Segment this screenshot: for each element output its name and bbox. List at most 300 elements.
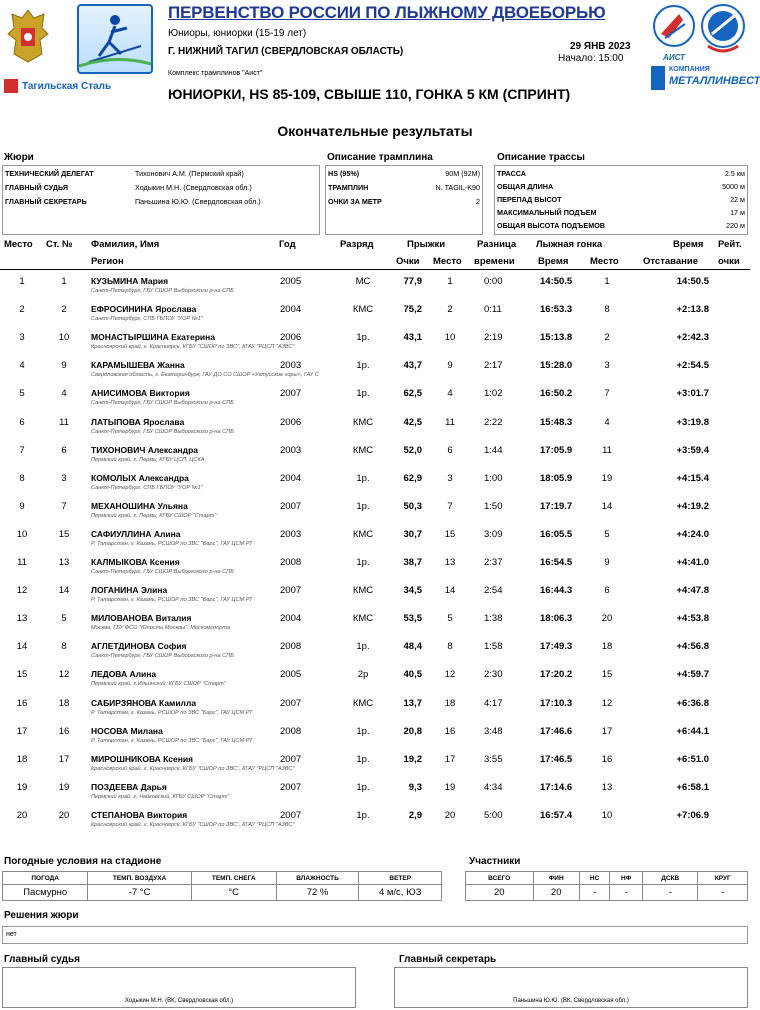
weather-value: 72 % xyxy=(276,885,359,901)
result-total: +4:47.8 xyxy=(676,585,709,597)
col-ski-place: Место xyxy=(590,256,619,267)
result-year: 2008 xyxy=(280,725,302,737)
participants-value: - xyxy=(698,885,748,901)
participants-value: - xyxy=(643,885,698,901)
result-rank: КМС xyxy=(352,585,374,597)
result-total: +2:42.3 xyxy=(676,332,709,344)
result-team: Санкт-Петербург, ГБУ СШОР Выборгского р-на СПБ xyxy=(91,569,234,575)
result-time: 17:05.9 xyxy=(540,444,573,456)
result-splace: 11 xyxy=(602,444,612,456)
result-time: 15:48.3 xyxy=(540,416,573,428)
result-team: Р. Татарстан, г. Казань, РСШОР по ЗВС "Барс", ГАУ ЦСМ РТ xyxy=(91,737,253,744)
result-total: +4:19.2 xyxy=(676,500,709,512)
result-place: 15 xyxy=(16,669,28,681)
result-name: ЕФРОСИНИНА Ярослава xyxy=(91,304,197,315)
result-rank: 1р. xyxy=(356,557,370,568)
participants-table xyxy=(465,871,748,901)
result-points: 43,1 xyxy=(403,332,422,344)
result-place: 8 xyxy=(19,472,25,484)
result-rank: КМС xyxy=(352,528,374,540)
result-team: Красноярский край, г. Красноярск, КГБУ "СШОР по ЗВС", КГАУ "РЦСП "АЗВС" xyxy=(91,344,295,351)
result-bib: 1 xyxy=(61,276,67,287)
weather-value: 4 м/с, ЮЗ xyxy=(359,885,442,901)
participants-value: 20 xyxy=(466,885,534,901)
result-year: 2007 xyxy=(280,388,302,400)
hill-label: HS (95%) xyxy=(328,169,360,178)
result-rank: КМС xyxy=(352,613,374,625)
result-jplace: 5 xyxy=(447,613,453,625)
result-year: 2004 xyxy=(280,472,302,484)
decisions-text: нет xyxy=(6,931,17,938)
event-date: 29 ЯНВ 2023 xyxy=(570,41,631,52)
jury-label: ГЛАВНЫЙ СЕКРЕТАРЬ xyxy=(5,197,87,206)
result-team: Р. Татарстан, г. Казань, РСШОР по ЗВС "Барс", ГАУ ЦСМ РТ xyxy=(91,709,253,716)
result-team: Красноярский край, г. Красноярск, КГБУ "СШОР по ЗВС", КГАУ "РЦСП "АЗВС" xyxy=(91,821,295,828)
participants-value: - xyxy=(579,885,609,901)
col-jump-place: Место xyxy=(433,256,462,267)
result-points: 62,9 xyxy=(403,472,422,484)
result-total: 14:50.5 xyxy=(676,276,709,287)
result-place: 3 xyxy=(19,332,25,344)
metallinvest-logo: КОМПАНИЯ МЕТАЛЛИНВЕСТ xyxy=(651,64,747,94)
result-jplace: 19 xyxy=(444,781,456,793)
weather-heading: Погодные условия на стадионе xyxy=(4,856,162,867)
result-bib: 2 xyxy=(61,304,67,316)
event-category: Юниоры, юниорки (15-19 лет) xyxy=(168,28,307,39)
course-heading: Описание трассы xyxy=(497,152,585,163)
result-place: 6 xyxy=(19,416,25,428)
result-points: 9,3 xyxy=(408,781,422,793)
result-points: 20,8 xyxy=(403,725,422,737)
result-rank: 1р. xyxy=(356,781,370,793)
result-year: 2004 xyxy=(280,613,302,625)
result-rank: 1р. xyxy=(356,500,370,512)
results-header xyxy=(0,236,750,270)
course-value: 17 м xyxy=(730,208,745,217)
result-jplace: 3 xyxy=(447,472,453,484)
hill-value: 2 xyxy=(476,197,480,206)
result-year: 2004 xyxy=(280,304,302,316)
result-rank: 1р. xyxy=(356,753,370,765)
jury-value: Ходыкин М.Н. (Свердловская обл.) xyxy=(135,183,252,192)
hill-heading: Описание трамплина xyxy=(327,152,433,163)
col-points: Очки xyxy=(396,256,420,267)
result-points: 75,2 xyxy=(403,304,422,316)
result-bib: 11 xyxy=(59,416,69,428)
result-jplace: 2 xyxy=(447,304,453,316)
result-points: 52,0 xyxy=(403,444,422,456)
result-name: КОМОЛЫХ Александра xyxy=(91,472,189,483)
participants-col: НС xyxy=(579,872,609,885)
result-jplace: 13 xyxy=(444,557,456,568)
result-jplace: 9 xyxy=(447,360,453,372)
result-bib: 5 xyxy=(61,613,67,625)
result-diff: 4:17 xyxy=(484,697,503,709)
result-team: Красноярский край, г. Красноярск, КГБУ "СШОР по ЗВС", КГАУ "РЦСП "АЗВС" xyxy=(91,765,295,772)
result-name: КАЛМЫКОВА Ксения xyxy=(91,557,180,567)
result-jplace: 10 xyxy=(444,332,456,344)
result-diff: 4:34 xyxy=(484,781,503,793)
table-row xyxy=(0,385,750,413)
col-rank: Разряд xyxy=(340,239,374,250)
col-total: Время xyxy=(673,239,704,250)
result-total: +4:41.0 xyxy=(676,557,709,568)
result-place: 11 xyxy=(17,557,27,568)
result-bib: 13 xyxy=(58,557,70,568)
result-splace: 1 xyxy=(604,276,610,287)
course-value: 220 м xyxy=(726,221,745,230)
result-place: 7 xyxy=(19,444,25,456)
result-points: 77,9 xyxy=(403,276,422,287)
result-name: МИРОШНИКОВА Ксения xyxy=(91,753,194,764)
result-time: 17:49.3 xyxy=(540,641,573,653)
participants-value: 20 xyxy=(533,885,579,901)
result-diff: 1:44 xyxy=(484,444,503,456)
event-start-time: Начало: 15:00 xyxy=(558,53,624,64)
result-place: 14 xyxy=(16,641,28,653)
result-diff: 3:55 xyxy=(484,753,503,765)
result-splace: 18 xyxy=(601,641,613,653)
result-points: 43,7 xyxy=(403,360,422,372)
result-rank: КМС xyxy=(352,304,374,316)
secretary-label: Главный секретарь xyxy=(399,954,497,965)
result-splace: 15 xyxy=(601,669,613,681)
result-diff: 2:30 xyxy=(484,669,503,681)
result-year: 2008 xyxy=(280,641,302,653)
course-label: ОБЩАЯ ВЫСОТА ПОДЪЕМОВ xyxy=(497,221,605,230)
result-bib: 4 xyxy=(61,388,67,400)
weather-col: ТЕМП. ВОЗДУХА xyxy=(88,872,191,885)
hill-label: ОЧКИ ЗА МЕТР xyxy=(328,197,382,206)
jury-value: Паньшина Ю.Ю. (Свердловская обл.) xyxy=(135,197,261,206)
course-label: ОБЩАЯ ДЛИНА xyxy=(497,182,554,191)
result-year: 2007 xyxy=(280,697,302,709)
table-row xyxy=(0,723,750,751)
result-diff: 3:09 xyxy=(484,528,503,540)
result-place: 13 xyxy=(16,613,28,625)
weather-table xyxy=(2,871,442,901)
result-rank: 1р. xyxy=(356,360,370,372)
result-team: Санкт-Петербург, СПБ ГБПОУ "УОР №1" xyxy=(91,484,203,491)
participants-col: НФ xyxy=(610,872,643,885)
result-total: +3:01.7 xyxy=(676,388,709,400)
result-splace: 2 xyxy=(604,332,610,344)
result-place: 5 xyxy=(19,388,25,400)
result-bib: 10 xyxy=(58,332,70,344)
col-behind: Отставание xyxy=(643,256,698,267)
result-points: 50,3 xyxy=(403,500,422,512)
jury-label: ГЛАВНЫЙ СУДЬЯ xyxy=(5,183,69,192)
result-points: 34,5 xyxy=(403,585,422,597)
result-place: 18 xyxy=(16,753,28,765)
result-name: НОСОВА Милана xyxy=(91,725,163,736)
table-row xyxy=(0,582,750,610)
result-splace: 5 xyxy=(604,528,610,540)
result-points: 2,9 xyxy=(408,809,422,821)
result-bib: 14 xyxy=(58,585,70,597)
result-name: ЛОГАНИНА Элина xyxy=(91,585,168,596)
ski-federation-logo xyxy=(700,2,746,58)
result-points: 48,4 xyxy=(403,641,422,653)
weather-col: ВЛАЖНОСТЬ xyxy=(276,872,359,885)
result-time: 15:13.8 xyxy=(540,332,573,344)
result-name: КАРАМЫШЕВА Жанна xyxy=(91,360,185,371)
result-diff: 2:54 xyxy=(484,585,503,597)
result-place: 12 xyxy=(16,585,28,597)
result-year: 2005 xyxy=(280,276,302,287)
result-jplace: 15 xyxy=(444,528,456,540)
result-time: 17:14.6 xyxy=(540,781,573,793)
coat-of-arms-logo xyxy=(4,4,52,74)
result-splace: 8 xyxy=(604,304,610,316)
aist-logo: АИСТ xyxy=(651,4,697,60)
result-total: +7:06.9 xyxy=(676,809,709,821)
result-splace: 13 xyxy=(601,781,613,793)
sponsor-logo-tagil: Тагильская Сталь xyxy=(4,78,154,94)
col-rating2: очки xyxy=(718,256,740,267)
result-rank: МС xyxy=(355,276,371,287)
table-row xyxy=(0,751,750,779)
course-label: ТРАССА xyxy=(497,169,526,178)
table-row xyxy=(0,329,750,357)
jury-table xyxy=(2,165,320,235)
result-place: 4 xyxy=(19,360,25,372)
weather-col: ТЕМП. СНЕГА xyxy=(191,872,276,885)
result-year: 2008 xyxy=(280,557,302,568)
result-splace: 12 xyxy=(601,697,613,709)
result-diff: 3:48 xyxy=(484,725,503,737)
result-total: +6:58.1 xyxy=(676,781,709,793)
table-row xyxy=(0,526,750,554)
result-jplace: 4 xyxy=(447,388,453,400)
result-splace: 6 xyxy=(604,585,610,597)
venue-complex: Комплекс трамплинов "Аист" xyxy=(168,70,263,77)
result-time: 17:10.3 xyxy=(540,697,573,709)
result-jplace: 7 xyxy=(447,500,453,512)
weather-value: -7 °C xyxy=(88,885,191,901)
result-team: Санкт-Петербург, ГБУ СШОР Выборгского р-на СПБ xyxy=(91,400,234,407)
course-table xyxy=(494,165,748,235)
result-rank: 2р xyxy=(357,669,369,681)
result-bib: 19 xyxy=(58,781,70,793)
judge-label: Главный судья xyxy=(4,954,80,965)
result-total: +4:53.8 xyxy=(676,613,709,625)
event-title: ПЕРВЕНСТВО РОССИИ ПО ЛЫЖНОМУ ДВОЕБОРЬЮ xyxy=(168,3,606,22)
result-jplace: 8 xyxy=(447,641,453,653)
hill-value: N. TAGIL-K90 xyxy=(435,183,480,192)
result-team: Р. Татарстан, г. Казань, РСШОР по ЗВС "Барс", ГАУ ЦСМ РТ xyxy=(91,540,253,547)
participants-col: КРУГ xyxy=(698,872,748,885)
weather-value: °C xyxy=(191,885,276,901)
result-place: 9 xyxy=(19,500,25,512)
result-points: 42,5 xyxy=(403,416,422,428)
result-team: Р. Татарстан, г. Казань, РСШОР по ЗВС "Барс", ГАУ ЦСМ РТ xyxy=(91,597,253,604)
result-diff: 2:37 xyxy=(484,557,503,568)
result-time: 17:19.7 xyxy=(540,500,573,512)
result-rank: 1р. xyxy=(356,388,370,400)
result-bib: 20 xyxy=(58,809,70,821)
result-total: +2:54.5 xyxy=(676,360,709,372)
course-label: МАКСИМАЛЬНЫЙ ПОДЪЕМ xyxy=(497,208,597,217)
decisions-heading: Решения жюри xyxy=(4,910,79,921)
result-jplace: 16 xyxy=(444,725,456,737)
result-bib: 7 xyxy=(61,500,67,512)
hill-value: 90M (92M) xyxy=(445,169,480,178)
result-rank: 1р. xyxy=(356,472,370,484)
result-place: 10 xyxy=(16,528,28,540)
result-splace: 20 xyxy=(601,613,613,625)
course-label: ПЕРЕПАД ВЫСОТ xyxy=(497,195,562,204)
col-bib: Ст. № xyxy=(46,239,73,250)
race-title: ЮНИОРКИ, HS 85-109, СВЫШЕ 110, ГОНКА 5 КМ (СПРИНТ) xyxy=(168,86,571,102)
result-total: +4:24.0 xyxy=(676,528,709,540)
result-name: САБИРЗЯНОВА Камилла xyxy=(91,697,197,708)
result-team: Москва, ГБУ ФСО "Юность Москвы", Москомспорта xyxy=(91,625,231,632)
result-year: 2007 xyxy=(280,753,302,765)
result-time: 17:46.5 xyxy=(540,753,573,765)
result-points: 62,5 xyxy=(403,388,422,400)
result-bib: 9 xyxy=(61,360,67,372)
table-row xyxy=(0,779,750,807)
result-team: Санкт-Петербург, ГБУ СШОР Выборгского р-на СПБ xyxy=(91,288,234,294)
table-row xyxy=(0,498,750,526)
result-year: 2003 xyxy=(280,444,302,456)
result-time: 18:05.9 xyxy=(540,472,573,484)
result-time: 16:44.3 xyxy=(540,585,573,597)
result-jplace: 17 xyxy=(444,753,456,765)
result-bib: 8 xyxy=(61,641,67,653)
result-diff: 2:17 xyxy=(484,360,503,372)
result-team: Пермский край, г. Пермь, КГБУ ЦСП, ЦСКА xyxy=(91,456,205,463)
result-rank: 1р. xyxy=(356,725,370,737)
result-place: 17 xyxy=(16,725,28,737)
course-value: 2.5 км xyxy=(724,169,745,178)
result-diff: 1:50 xyxy=(484,500,503,512)
result-splace: 17 xyxy=(601,725,613,737)
result-total: +6:44.1 xyxy=(676,725,709,737)
result-time: 17:46.6 xyxy=(540,725,573,737)
result-points: 13,7 xyxy=(403,697,422,709)
result-diff: 0:11 xyxy=(484,304,502,316)
table-row xyxy=(0,638,750,666)
result-year: 2003 xyxy=(280,528,302,540)
col-ski-time: Время xyxy=(538,256,569,267)
result-splace: 19 xyxy=(601,472,613,484)
result-year: 2007 xyxy=(280,500,302,512)
participants-col: ВСЕГО xyxy=(466,872,534,885)
result-diff: 2:19 xyxy=(484,332,503,344)
participants-heading: Участники xyxy=(469,856,521,867)
result-splace: 10 xyxy=(601,809,613,821)
result-diff: 1:02 xyxy=(484,388,503,400)
result-place: 16 xyxy=(16,697,28,709)
result-time: 16:05.5 xyxy=(540,528,573,540)
result-bib: 3 xyxy=(61,472,67,484)
result-team: Санкт-Петербург, ГБУ СШОР Выборгского р-на СПБ xyxy=(91,428,234,435)
result-jplace: 1 xyxy=(447,276,453,287)
result-diff: 5:00 xyxy=(484,809,503,821)
result-rank: КМС xyxy=(352,444,374,456)
result-time: 16:57.4 xyxy=(540,809,573,821)
result-diff: 1:38 xyxy=(484,613,503,625)
table-row xyxy=(0,273,750,301)
result-splace: 16 xyxy=(601,753,613,765)
result-team: Санкт-Петербург, ГБУ СШОР Выборгского р-на СПБ xyxy=(91,653,234,660)
result-rank: 1р. xyxy=(356,641,370,653)
col-diff2: времени xyxy=(474,256,515,267)
result-name: ЛЕДОВА Алина xyxy=(91,669,157,680)
weather-col: ВЕТЕР xyxy=(359,872,442,885)
hill-table xyxy=(325,165,483,235)
result-bib: 18 xyxy=(58,697,70,709)
result-jplace: 12 xyxy=(444,669,456,681)
result-team: Пермский край, г. Пермь, КГБУ СШОР "Старт" xyxy=(91,512,217,519)
result-name: КУЗЬМИНА Мария xyxy=(91,276,169,286)
result-splace: 7 xyxy=(604,388,610,400)
result-name: МИЛОВАНОВА Виталия xyxy=(91,613,192,624)
course-value: 5000 м xyxy=(722,182,745,191)
result-splace: 4 xyxy=(604,416,610,428)
result-name: СТЕПАНОВА Виктория xyxy=(91,809,188,820)
col-rating: Рейт. xyxy=(718,239,742,250)
table-row xyxy=(0,554,750,582)
judge-signature-box xyxy=(2,967,356,1008)
result-diff: 1:58 xyxy=(484,641,503,653)
result-total: +6:36.8 xyxy=(676,697,709,709)
result-jplace: 11 xyxy=(445,416,455,428)
result-name: ПОЗДЕЕВА Дарья xyxy=(91,781,167,792)
secretary-name: Паньшина Ю.Ю. (ВК, Свердловская обл.) xyxy=(513,998,629,1004)
result-time: 15:28.0 xyxy=(540,360,573,372)
result-splace: 3 xyxy=(604,360,610,372)
participants-value: - xyxy=(610,885,643,901)
result-name: ЛАТЫПОВА Ярослава xyxy=(91,416,185,427)
result-year: 2003 xyxy=(280,360,302,372)
table-row xyxy=(0,414,750,442)
result-total: +4:56.8 xyxy=(676,641,709,653)
result-total: +4:59.7 xyxy=(676,669,709,681)
col-region: Регион xyxy=(91,256,124,267)
result-place: 19 xyxy=(16,781,28,793)
result-bib: 6 xyxy=(61,444,67,456)
table-row xyxy=(0,442,750,470)
result-rank: КМС xyxy=(352,416,374,428)
result-diff: 1:00 xyxy=(484,472,503,484)
table-row xyxy=(0,610,750,638)
judge-name: Ходыкин М.Н. (ВК, Свердловская обл.) xyxy=(124,998,234,1004)
result-year: 2006 xyxy=(280,332,302,344)
result-place: 1 xyxy=(19,276,25,287)
result-bib: 15 xyxy=(58,528,70,540)
result-time: 17:20.2 xyxy=(540,669,573,681)
result-name: САФИУЛЛИНА Алина xyxy=(91,528,181,539)
participants-col: ФИН xyxy=(533,872,579,885)
result-diff: 2:22 xyxy=(484,416,503,428)
result-team: Санкт-Петербург, СПБ ГБПОУ "УОР №1" xyxy=(91,316,203,323)
result-time: 16:53.3 xyxy=(540,304,573,316)
result-rank: 1р. xyxy=(356,809,370,821)
skier-logo xyxy=(77,4,153,74)
result-total: +6:51.0 xyxy=(676,753,709,765)
result-year: 2007 xyxy=(280,809,302,821)
result-bib: 16 xyxy=(58,725,70,737)
result-jplace: 18 xyxy=(444,697,456,709)
result-total: +4:15.4 xyxy=(676,472,709,484)
result-bib: 17 xyxy=(58,753,70,765)
result-team: Пермский край, г. Чайковский, КГБУ СШОР "Старт" xyxy=(91,793,230,800)
table-row xyxy=(0,807,750,835)
result-jplace: 14 xyxy=(444,585,456,597)
